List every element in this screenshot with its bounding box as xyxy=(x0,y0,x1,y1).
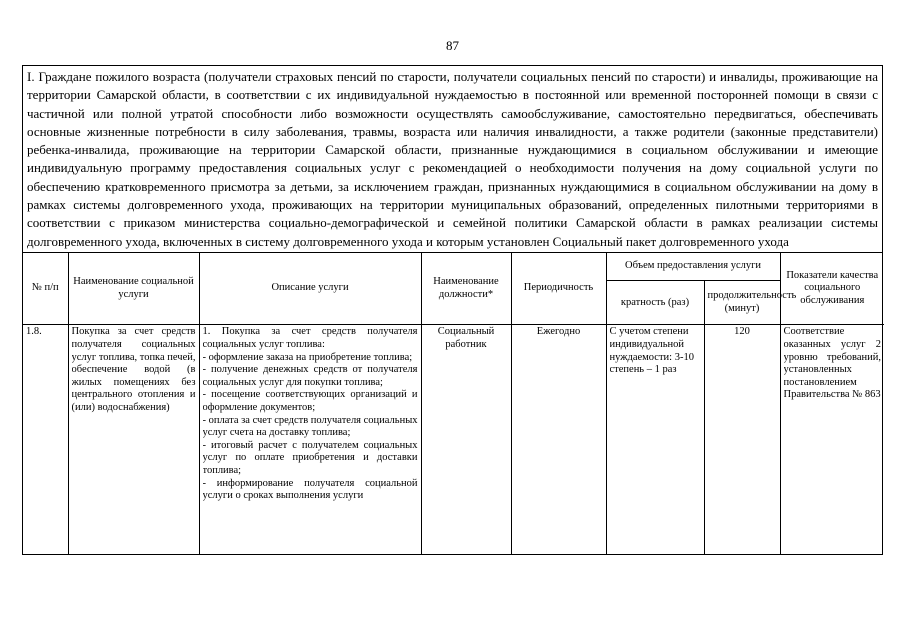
header-num: № п/п xyxy=(23,253,68,325)
cell-quality: Соответствие оказанных услуг 2 уровню требований, установленных постановлением Правительства № 863 xyxy=(780,325,884,555)
cell-periodicity: Ежегодно xyxy=(511,325,606,555)
header-multiplicity: кратность (раз) xyxy=(606,281,704,325)
document-block xyxy=(22,65,883,555)
header-service-name: Наименование социальной услуги xyxy=(68,253,199,325)
description-line: - оформление заказа на приобретение топлива; xyxy=(202,351,413,363)
header-position: Наименование должности* xyxy=(421,253,511,325)
cell-service-name: Покупка за счет средств получателя социальных услуг топлива, топка печей, обеспечение водой (в жилых помещениях без центрального отопления и (или) водоснабжения) xyxy=(68,325,199,555)
description-line: - информирование получателя социальной услуги о сроках выполнения услуги xyxy=(202,477,418,502)
description-line: - посещение соответствующих организаций и оформление документов; xyxy=(202,389,418,414)
header-periodicity: Периодичность xyxy=(511,253,606,325)
page-number: 87 xyxy=(446,38,459,53)
cell-position: Социальный работник xyxy=(421,325,511,555)
cell-description xyxy=(199,325,421,555)
table-header-row xyxy=(23,253,884,281)
description-line: - оплата за счет средств получателя социальных услуг счета на доставку топлива; xyxy=(202,414,418,439)
header-duration: продолжительность (минут) xyxy=(704,281,780,325)
table-row xyxy=(23,325,884,555)
header-volume-group: Объем предоставления услуги xyxy=(606,253,780,281)
description-line: - итоговый расчет с получателем социальных услуг по оплате приобретения и доставки топлива; xyxy=(202,439,418,476)
cell-duration: 120 xyxy=(704,325,780,555)
description-line: - получение денежных средств от получателя социальных услуг для покупки топлива; xyxy=(202,364,418,388)
description-line: 1. Покупка за счет средств получателя социальных услуг топлива: xyxy=(202,326,418,351)
header-description: Описание услуги xyxy=(199,253,421,325)
services-table xyxy=(23,253,884,555)
section-intro-text: I. Граждане пожилого возраста (получатели страховых пенсий по старости, получатели социальных пенсий по старости) и инвалиды, проживающие на территории Самарской области, в соответствии с их индивидуальной нуждаемостью в постоянной или временной посторонней помощи в связи с частичной или полной утратой способности либо возможности осуществлять самообслуживание, самостоятельно передвигаться, обеспечивать основные жизненные потребности в силу заболевания, травмы, возраста или наличия инвалидности, а также родители (законные представители) ребенка-инвалида, проживающие на территории Самарской области, признанные нуждающимися в социальном обслуживании и имеющие индивидуальную программу предоставления социальных услуг с рекомендацией о необходимости получения на дому социальной услуги по обеспечению кратковременного присмотра за детьми, за исключением граждан, признанных нуждающимися в социальном обслуживании на дому в рамках системы долговременного ухода, проживающих на территории муниципальных образований, определенных пилотными территориями в соответствии с приказом министерства социально-демографической и семейной политики Самарской области в рамках реализации системы долговременного ухода, включенных в систему долговременного ухода и которым установлен Социальный пакет долговременного ухода xyxy=(23,66,882,253)
header-quality: Показатели качества социального обслуживания xyxy=(780,253,884,325)
cell-num: 1.8. xyxy=(23,325,68,555)
cell-multiplicity: С учетом степени индивидуальной нуждаемости: 3-10 степень – 1 раз xyxy=(606,325,704,555)
